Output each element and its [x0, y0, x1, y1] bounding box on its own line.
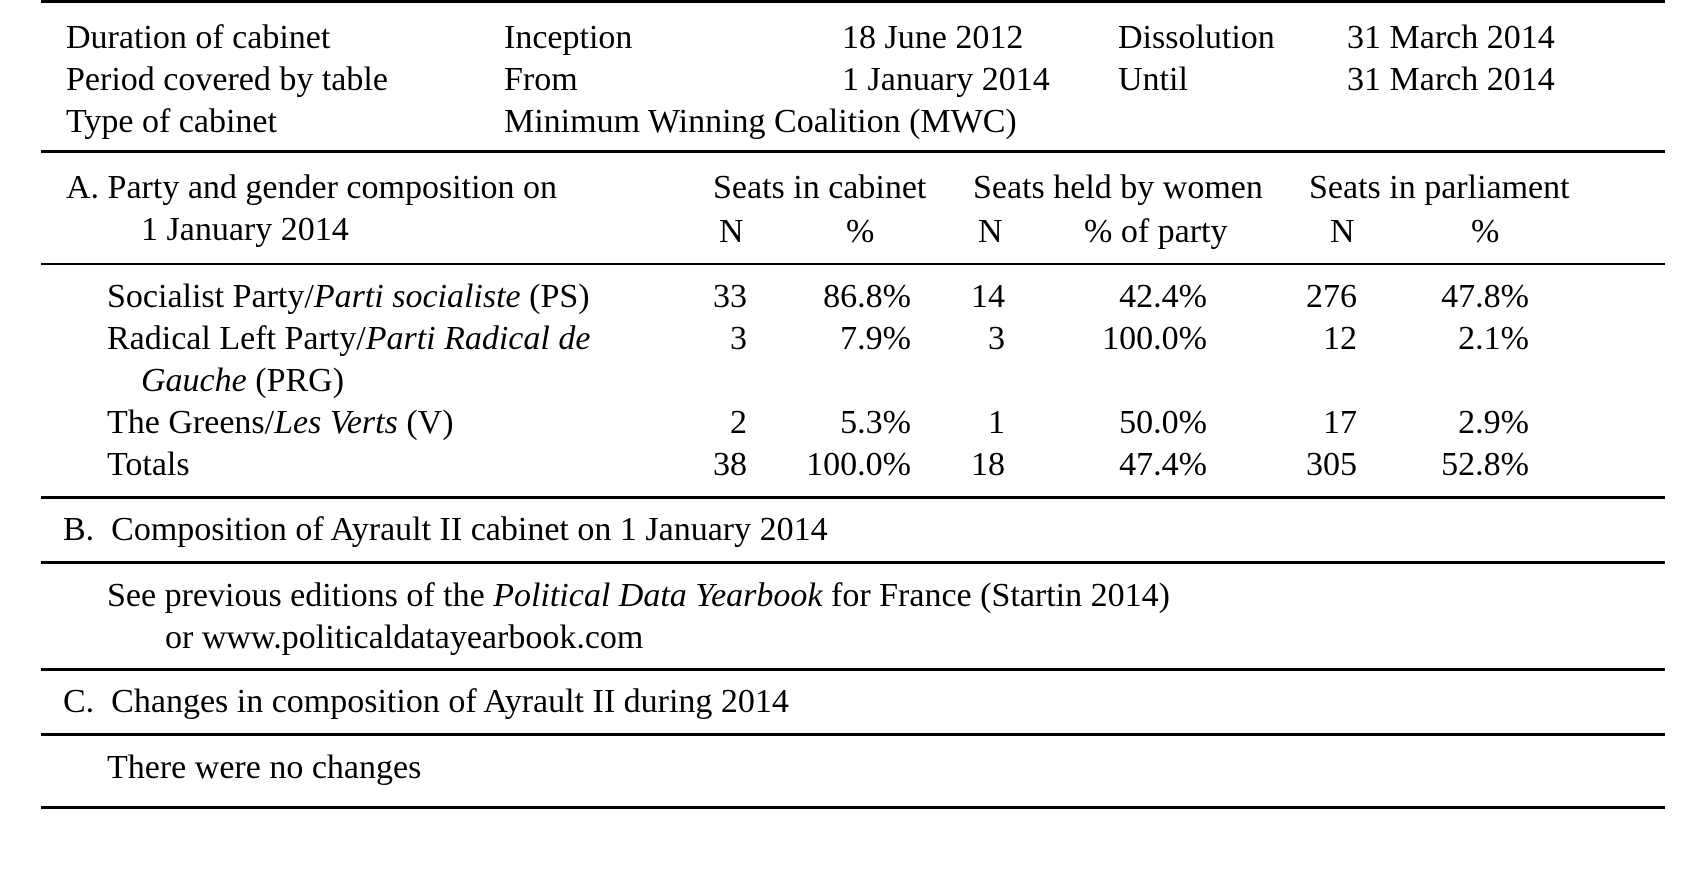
totals-women-pct: 47.4% [1119, 446, 1207, 483]
ps-cabinet-pct: 86.8% [823, 278, 911, 315]
section-a-end-rule [41, 496, 1665, 499]
section-b-header-rule [41, 561, 1665, 564]
section-b-end-rule [41, 668, 1665, 671]
col-group-parliament: Seats in parliament [1309, 169, 1570, 206]
from-value: 1 January 2014 [842, 61, 1050, 98]
section-c-header-rule [41, 733, 1665, 736]
totals-cabinet-pct: 100.0% [806, 446, 911, 483]
header-rule [41, 150, 1665, 153]
v-parliament-n: 17 [1323, 404, 1357, 441]
section-b-text-line2: or www.politicaldatayearbook.com [165, 619, 644, 656]
party-name-v: The Greens/Les Verts (V) [107, 404, 454, 441]
dissolution-value: 31 March 2014 [1347, 19, 1555, 56]
top-rule [41, 0, 1665, 3]
prg-parliament-pct: 2.1% [1458, 320, 1529, 357]
ps-cabinet-n: 33 [713, 278, 747, 315]
prg-cabinet-pct: 7.9% [840, 320, 911, 357]
until-label: Until [1118, 61, 1188, 98]
totals-parliament-n: 305 [1306, 446, 1357, 483]
v-parliament-pct: 2.9% [1458, 404, 1529, 441]
col-parliament-pct: % [1471, 213, 1500, 250]
prg-women-n: 3 [988, 320, 1005, 357]
col-cabinet-pct: % [846, 213, 875, 250]
party-name-prg-cont: Gauche (PRG) [141, 362, 345, 399]
type-value: Minimum Winning Coalition (MWC) [504, 103, 1017, 140]
section-b-title: B. Composition of Ayrault II cabinet on 1 January 2014 [63, 511, 828, 548]
ps-parliament-pct: 47.8% [1441, 278, 1529, 315]
duration-label: Duration of cabinet [66, 19, 331, 56]
prg-women-pct: 100.0% [1102, 320, 1207, 357]
col-women-n: N [978, 213, 1003, 250]
section-c-text: There were no changes [107, 749, 422, 786]
prg-cabinet-n: 3 [730, 320, 747, 357]
inception-value: 18 June 2012 [842, 19, 1024, 56]
party-name-prg: Radical Left Party/Parti Radical de [107, 320, 591, 357]
col-group-cabinet: Seats in cabinet [713, 169, 927, 206]
col-cabinet-n: N [719, 213, 744, 250]
col-parliament-n: N [1330, 213, 1355, 250]
prg-parliament-n: 12 [1323, 320, 1357, 357]
section-a-title: A. Party and gender composition on [66, 169, 558, 206]
inception-label: Inception [504, 19, 633, 56]
totals-women-n: 18 [971, 446, 1005, 483]
totals-cabinet-n: 38 [713, 446, 747, 483]
v-women-n: 1 [988, 404, 1005, 441]
col-women-pct: % of party [1084, 213, 1228, 250]
type-label: Type of cabinet [66, 103, 277, 140]
totals-parliament-pct: 52.8% [1441, 446, 1529, 483]
party-name-ps: Socialist Party/Parti socialiste (PS) [107, 278, 590, 315]
period-label: Period covered by table [66, 61, 388, 98]
section-c-title: C. Changes in composition of Ayrault II during 2014 [63, 683, 789, 720]
bottom-rule [41, 806, 1665, 809]
v-cabinet-n: 2 [730, 404, 747, 441]
from-label: From [504, 61, 578, 98]
totals-label: Totals [107, 446, 190, 483]
v-cabinet-pct: 5.3% [840, 404, 911, 441]
ps-women-pct: 42.4% [1119, 278, 1207, 315]
section-a-title-date: 1 January 2014 [141, 211, 349, 248]
ps-parliament-n: 276 [1306, 278, 1357, 315]
section-a-header-rule [41, 263, 1665, 265]
v-women-pct: 50.0% [1119, 404, 1207, 441]
section-b-text: See previous editions of the Political Data Yearbook for France (Startin 2014) [107, 577, 1170, 614]
dissolution-label: Dissolution [1118, 19, 1275, 56]
col-group-women: Seats held by women [973, 169, 1263, 206]
until-value: 31 March 2014 [1347, 61, 1555, 98]
ps-women-n: 14 [971, 278, 1005, 315]
